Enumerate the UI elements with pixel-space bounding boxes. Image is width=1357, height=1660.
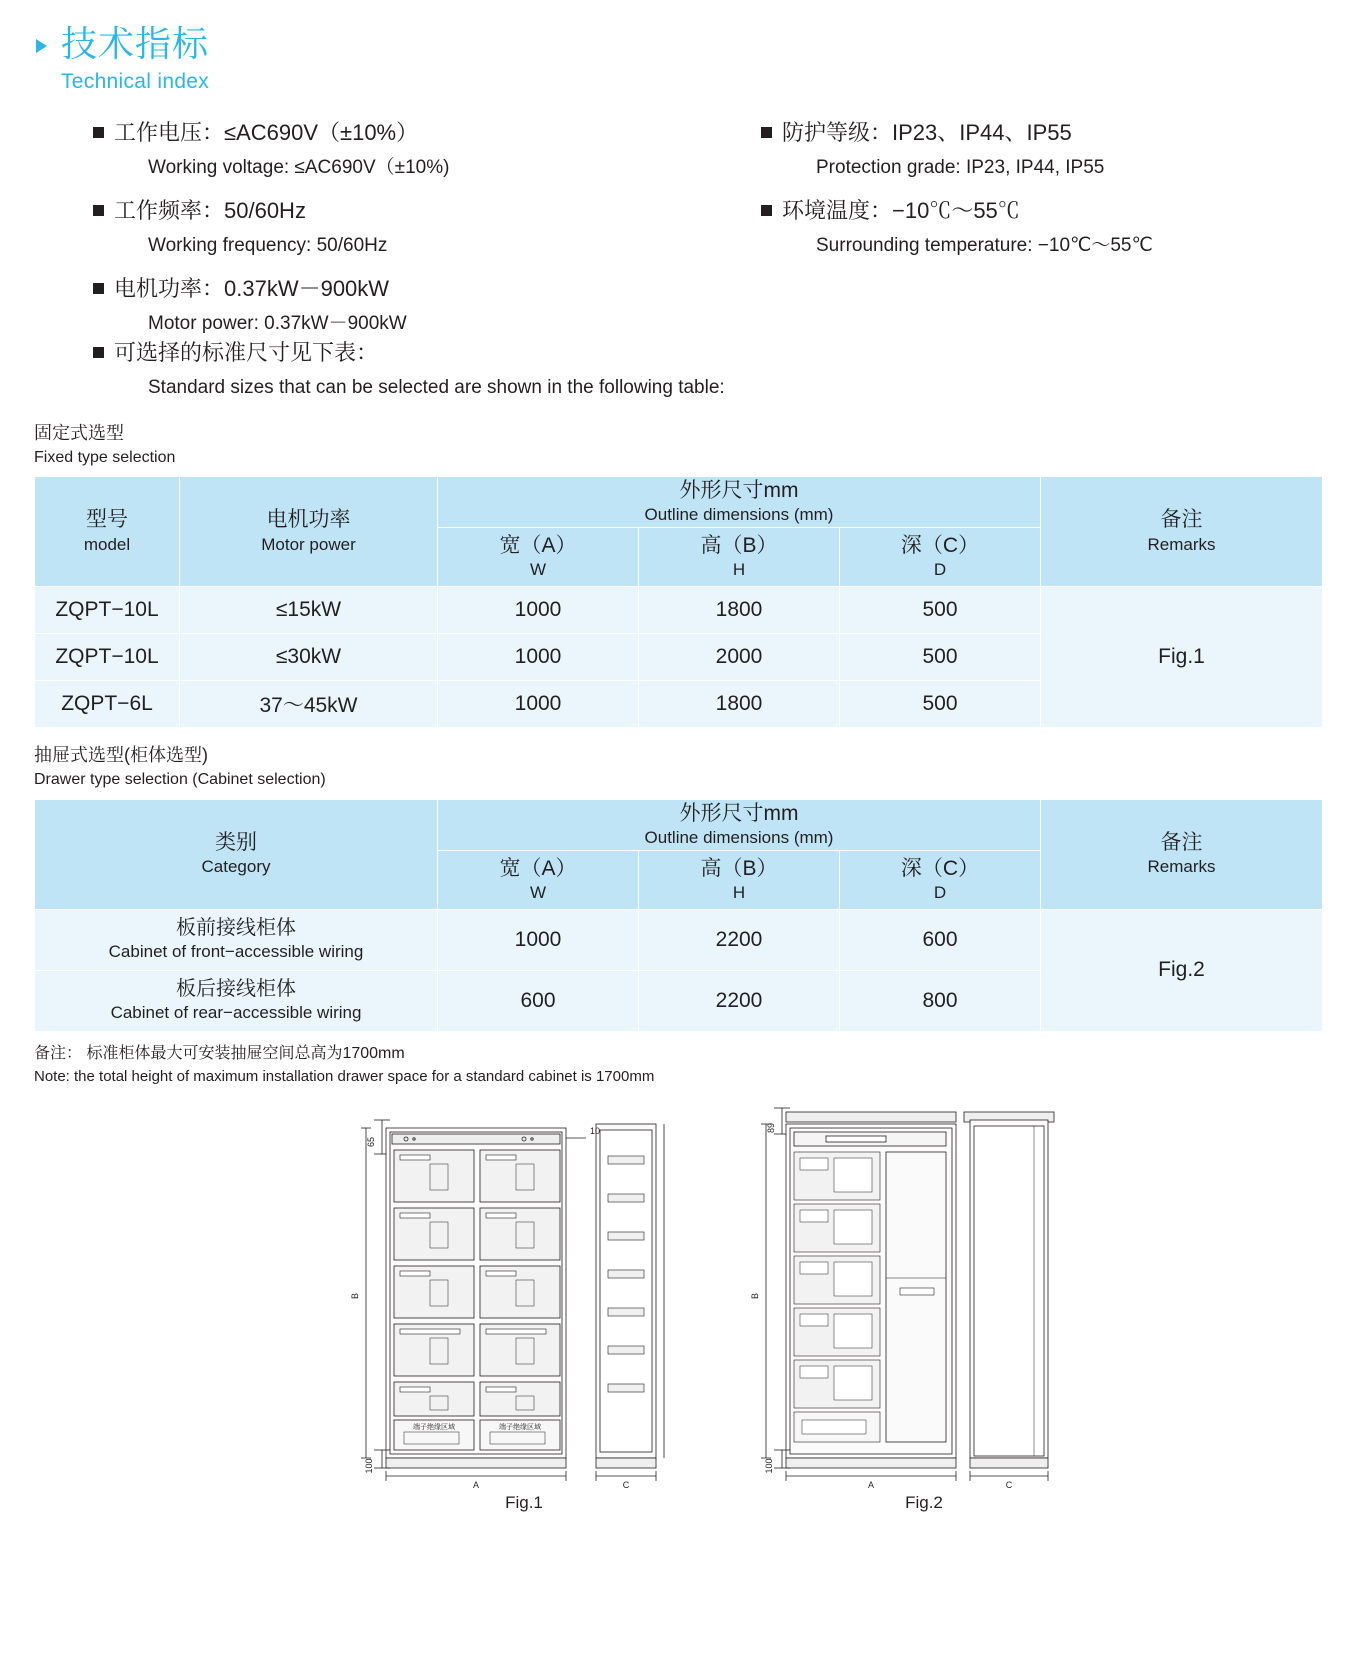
header-width [438,528,639,587]
dim-c-label: C [622,1480,630,1489]
dim-a-label: A [472,1480,480,1489]
terminal-zone-label: 端子绝缘区域 [499,1424,541,1432]
figure-1 [334,1098,714,1513]
spec-item-motor-power [93,272,713,338]
header-height-cn: 高（B） [700,534,778,558]
header-remarks-en: Remarks [1147,857,1216,877]
table2-caption [34,742,1323,791]
header-height-en: H [732,560,746,580]
cell-power: 37～45kW [180,681,438,728]
note-cn: 备注： 标准柜体最大可安装抽屉空间总高为1700mm [34,1044,405,1062]
header-height-en: H [732,882,746,902]
cell-height: 2000 [639,634,840,681]
spec-item-standard-sizes [93,336,1193,414]
cell-height: 2200 [639,909,840,970]
table-row [35,909,1323,970]
spec-label-cn: 工作电压：≤AC690V（±10%） [114,119,419,145]
figure-1-caption: Fig.1 [505,1493,543,1513]
cell-depth: 500 [840,681,1041,728]
header-width-cn: 宽（A） [499,534,577,558]
header-width-en: W [529,560,547,580]
header-remarks-en: Remarks [1147,534,1216,554]
spec-label-en: Motor power: 0.37kW－900kW [148,313,407,335]
figure-1-drawing [334,1098,714,1488]
cell-height: 2200 [639,970,840,1031]
figure-2 [734,1098,1114,1513]
header-motor-power [180,476,438,586]
triangle-arrow-icon [36,39,47,53]
header-power-en: Motor power [261,534,356,554]
spec-label-cn: 防护等级：IP23、IP44、IP55 [782,119,1072,145]
header-power-cn: 电机功率 [266,508,351,532]
table1-caption-cn: 固定式选型 [34,422,124,443]
header-remarks-cn: 备注 [1160,508,1203,532]
cell-category [35,909,438,970]
header-height [639,528,840,587]
table-header-row [35,799,1323,850]
header-outline-en: Outline dimensions (mm) [644,827,834,847]
cell-depth: 500 [840,587,1041,634]
terminal-zone-label: 端子绝缘区域 [413,1424,455,1432]
square-bullet-icon [93,347,104,358]
table-note [34,1042,1323,1089]
spec-column-left [93,116,713,351]
cell-width: 1000 [438,681,639,728]
figure-2-drawing [734,1098,1114,1488]
cell-model: ZQPT−10L [35,634,180,681]
cell-category-en: Cabinet of front−accessible wiring [108,942,364,962]
header-depth-cn: 深（C） [900,534,980,558]
table2-caption-en: Drawer type selection (Cabinet selection) [34,771,326,789]
square-bullet-icon [93,283,104,294]
cell-height: 1800 [639,681,840,728]
title-chinese: 技术指标 [61,23,210,64]
header-width [438,850,639,909]
table1-caption-en: Fixed type selection [34,448,176,466]
dim-top-label: 65 [366,1137,376,1148]
square-bullet-icon [761,205,772,216]
cell-category-cn: 板前接线柜体 [176,917,296,940]
header-outline-dimensions [438,799,1041,850]
dim-right-label: 10 [590,1126,601,1137]
header-model [35,476,180,586]
cell-depth: 600 [840,909,1041,970]
header-outline-dimensions [438,476,1041,527]
spec-label-cn: 环境温度：−10℃～55℃ [782,198,1020,224]
spec-label-en: Working voltage: ≤AC690V（±10%) [148,156,450,178]
spec-label-en: Standard sizes that can be selected are shown in the following table: [148,376,725,398]
cell-model: ZQPT−6L [35,681,180,728]
header-category-en: Category [201,857,271,877]
spec-label-en: Working frequency: 50/60Hz [148,235,388,257]
cell-depth: 500 [840,634,1041,681]
cell-remarks: Fig.1 [1041,587,1323,728]
header-model-en: model [83,534,131,554]
spec-label-en: Protection grade: IP23, IP44, IP55 [816,156,1105,178]
spec-label-en: Surrounding temperature: −10℃～55℃ [816,235,1153,257]
spec-item-surrounding-temperature [761,194,1357,260]
header-depth-en: D [933,560,947,580]
table2-caption-cn: 抽屉式选型(柜体选型) [34,745,208,766]
square-bullet-icon [761,127,772,138]
cell-power: ≤15kW [180,587,438,634]
cell-power: ≤30kW [180,634,438,681]
dim-bottom-label: 100 [364,1458,374,1474]
table1-caption [34,420,1323,469]
header-height [639,850,840,909]
title-english: Technical index [61,69,210,93]
drawer-type-selection-table [34,799,1323,1032]
spec-label-cn: 工作频率：50/60Hz [114,198,306,224]
spec-label-cn: 可选择的标准尺寸见下表： [114,339,379,365]
cell-category-en: Cabinet of rear−accessible wiring [110,1003,362,1023]
page-title [34,0,1323,64]
cell-remarks: Fig.2 [1041,909,1323,1031]
table-header-row [35,476,1323,527]
figure-area [34,1098,1323,1528]
header-remarks [1041,476,1323,586]
spec-item-protection-grade [761,116,1357,182]
square-bullet-icon [93,127,104,138]
cell-width: 600 [438,970,639,1031]
header-outline-cn: 外形尺寸mm [679,801,799,825]
header-remarks [1041,799,1323,909]
header-depth [840,850,1041,909]
spec-item-working-voltage [93,116,713,182]
header-outline-en: Outline dimensions (mm) [644,505,834,525]
header-category [35,799,438,909]
dim-b-label: B [750,1293,760,1300]
cell-width: 1000 [438,909,639,970]
header-category-cn: 类别 [215,831,257,854]
spec-column-right [761,116,1357,273]
square-bullet-icon [93,205,104,216]
cell-width: 1000 [438,587,639,634]
fixed-type-selection-table [34,476,1323,728]
header-width-en: W [529,882,547,902]
header-depth-cn: 深（C） [900,856,980,880]
header-width-cn: 宽（A） [499,856,577,880]
header-outline-cn: 外形尺寸mm [679,478,799,502]
header-depth [840,528,1041,587]
cell-model: ZQPT−10L [35,587,180,634]
note-en: Note: the total height of maximum installation drawer space for a standard cabinet is 1700mm [34,1067,655,1085]
table-row [35,587,1323,634]
cell-category [35,970,438,1031]
dim-c-label: C [1005,1480,1013,1489]
header-depth-en: D [933,882,947,902]
spec-list [61,116,1323,416]
dim-top-label: 89 [766,1123,776,1134]
dim-bottom-label: 100 [764,1458,774,1474]
spec-label-cn: 电机功率：0.37kW－900kW [114,276,390,302]
header-remarks-cn: 备注 [1160,831,1203,854]
header-model-cn: 型号 [86,508,128,532]
dim-a-label: A [867,1480,875,1489]
cell-category-cn: 板后接线柜体 [176,978,296,1001]
figure-2-caption: Fig.2 [905,1493,943,1513]
header-height-cn: 高（B） [700,856,778,880]
dim-b-label: B [350,1293,360,1300]
cell-width: 1000 [438,634,639,681]
spec-item-working-frequency [93,194,713,260]
cell-depth: 800 [840,970,1041,1031]
cell-height: 1800 [639,587,840,634]
